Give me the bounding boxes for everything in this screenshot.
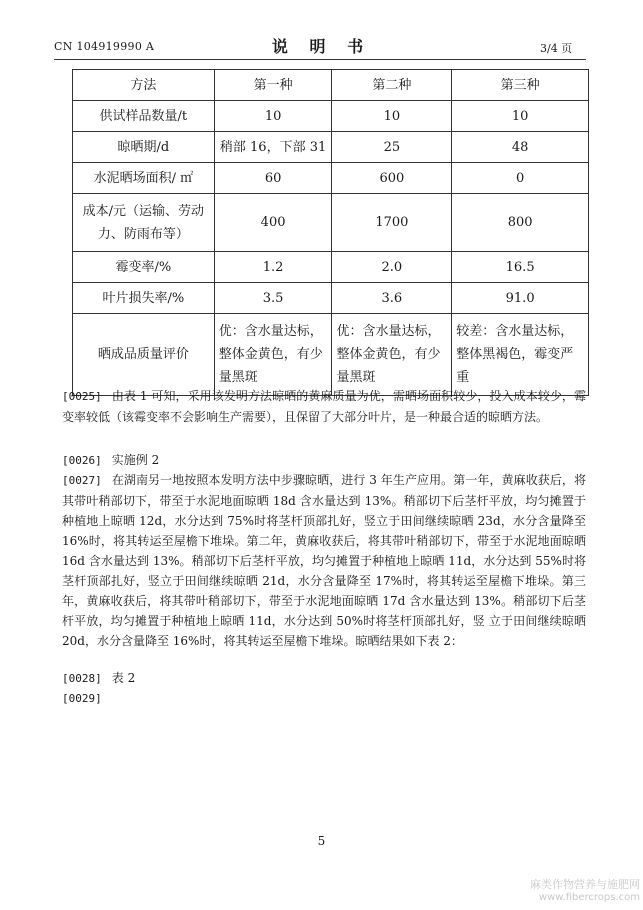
paragraph: [62, 668, 586, 689]
table-cell: 较差：含水量达标，整体黑褐色，霉变严重: [452, 314, 589, 396]
table-row: [73, 132, 589, 163]
watermark-url: www.fibercrops.com: [538, 892, 640, 903]
table-cell: 3.5: [214, 283, 332, 314]
table-cell: 优：含水量达标，整体金黄色，有少量黑斑: [332, 314, 452, 396]
table-cell: 3.6: [332, 283, 452, 314]
table-cell: 48: [452, 132, 589, 163]
table-cell: 叶片损失率/%: [73, 283, 215, 314]
page-number: 5: [317, 834, 326, 848]
paragraph: [62, 470, 586, 651]
table-cell: 600: [332, 163, 452, 194]
paragraph-text: 表 2: [111, 671, 136, 685]
table-row: [73, 163, 589, 194]
table-cell: 1.2: [214, 252, 332, 283]
table-cell: 水泥晒场面积/ ㎡: [73, 163, 215, 194]
watermark-title: 麻类作物营养与施肥网: [530, 878, 640, 891]
table-cell: 400: [214, 194, 332, 252]
paragraph-number: [0026]: [62, 454, 102, 467]
table-cell: 91.0: [452, 283, 589, 314]
table-cell: 稍部 16，下部 31: [214, 132, 332, 163]
page-of: 3/4 页: [540, 42, 573, 55]
table-cell: 第二种: [332, 70, 452, 101]
table-cell: 0: [452, 163, 589, 194]
paragraph-number: [0025]: [62, 390, 102, 403]
paragraph-number: [0028]: [62, 672, 102, 685]
paragraph: [62, 386, 586, 427]
paragraph: [62, 450, 586, 471]
table-cell: 成本/元（运输、劳动力、防雨布等）: [73, 194, 215, 252]
table-cell: 方法: [73, 70, 215, 101]
doc-number: CN 104919990 A: [54, 40, 155, 53]
paragraph-text: 在湖南另一地按照本发明方法中步骤晾晒，进行 3 年生产应用。第一年，黄麻收获后，将其带叶稍部切下，带至于水泥地面晾晒 18d 含水量达到 13%。稍部切下后茎杆平放，均匀摊置于种植地上晾晒 12d，水分达到 75%时将茎杆顶部扎好，竖立于田间继续晾晒 23d，水分含量降至 16%时，将其转运至屋檐下堆垛。第二年，黄麻收获后，将其带叶稍部切下，带至于水泥地面晾晒 16d 含水量达到 13%。稍部切下后茎杆平放，均匀摊置于种植地上晾晒 11d，水分达到 55%时将茎杆顶部扎好，竖立于田间继续晾晒 21d，水分含量降至 17%时，将其转运至屋檐下堆垛。第三年，黄麻收获后，将其带叶稍部切下，带至于水泥地面晾晒 17d 含水量达到 13%。稍部切下后茎杆平放，均匀摊置于种植地上晾晒 11d，水分达到 50%时将茎杆顶部扎好，竖 立于田间继续晾晒 20d，水分含量降至 16%时，将其转运至屋檐下堆垛。晾晒结果如下表 2：: [62, 473, 586, 648]
paragraph-text: 实施例 2: [111, 453, 160, 467]
table-cell: 第三种: [452, 70, 589, 101]
table-cell: 16.5: [452, 252, 589, 283]
table-row: [73, 70, 589, 101]
table-row: [73, 101, 589, 132]
table-cell: 2.0: [332, 252, 452, 283]
table-cell: 1700: [332, 194, 452, 252]
table-cell: 25: [332, 132, 452, 163]
table-row: [73, 283, 589, 314]
page-title: 说 明 书: [271, 37, 372, 56]
header-rule: [54, 59, 586, 60]
table-row: [73, 314, 589, 396]
paragraph-text: 由表 1 可知，采用该发明方法晾晒的黄麻质量为优，需晒场面积较少，投入成本较少，霉变率较低（该霉变率不会影响生产需要），且保留了大部分叶片，是一种最合适的晾晒方法。: [62, 389, 586, 424]
table-cell: 60: [214, 163, 332, 194]
table-cell: 霉变率/%: [73, 252, 215, 283]
watermark: [500, 876, 640, 903]
table-cell: 10: [332, 101, 452, 132]
paragraph: [62, 688, 586, 709]
table-cell: 第一种: [214, 70, 332, 101]
table-cell: 晒成品质量评价: [73, 314, 215, 396]
table-row: [73, 194, 589, 252]
results-table: [72, 69, 589, 396]
table-cell: 优：含水量达标，整体金黄色，有少量黑斑: [214, 314, 332, 396]
table-cell: 800: [452, 194, 589, 252]
table-row: [73, 252, 589, 283]
table-cell: 10: [214, 101, 332, 132]
paragraph-number: [0029]: [62, 692, 102, 705]
table-cell: 供试样品数量/t: [73, 101, 215, 132]
table-cell: 10: [452, 101, 589, 132]
table-cell: 晾晒期/d: [73, 132, 215, 163]
paragraph-number: [0027]: [62, 474, 102, 487]
